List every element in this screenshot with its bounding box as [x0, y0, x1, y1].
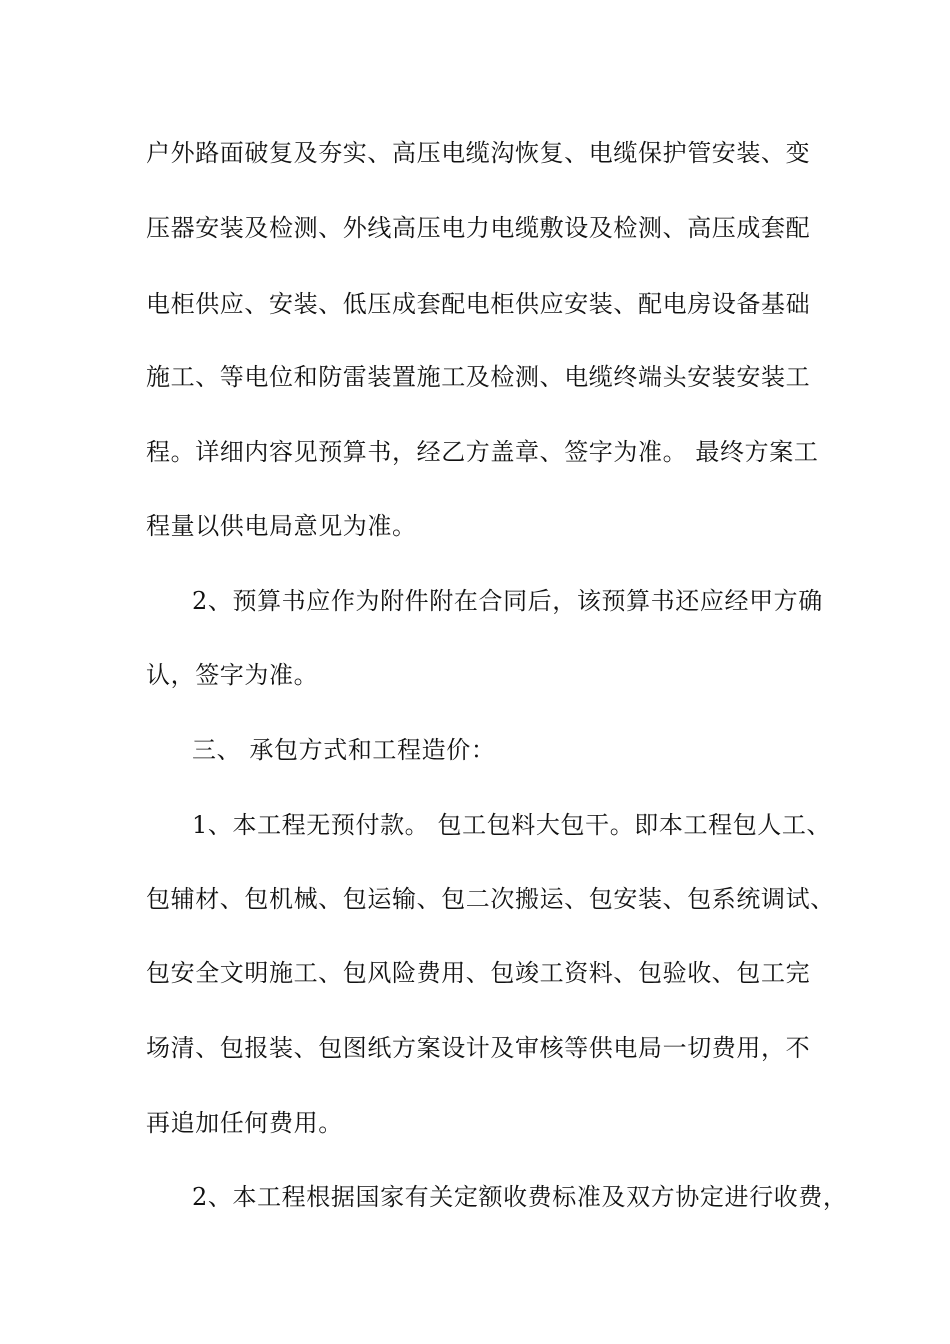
paragraph-line: 2、预算书应作为附件附在合同后，该预算书还应经甲方确 [192, 587, 823, 615]
paragraph-line: 2、本工程根据国家有关定额收费标准及双方协定进行收费， [192, 1183, 848, 1211]
paragraph-line: 场清、包报装、包图纸方案设计及审核等供电局一切费用，不 [146, 1034, 811, 1062]
paragraph-line: 包辅材、包机械、包运输、包二次搬运、包安装、包系统调试、 [146, 885, 835, 913]
paragraph-line: 施工、等电位和防雷装置施工及检测、电缆终端头安装安装工 [146, 363, 811, 391]
paragraph-line: 再追加任何费用。 [146, 1109, 343, 1137]
paragraph-line: 程。详细内容见预算书，经乙方盖章、签字为准。 最终方案工 [146, 438, 819, 466]
paragraph-line: 户外路面破复及夯实、高压电缆沟恢复、电缆保护管安装、变 [146, 139, 811, 167]
section-heading: 三、 承包方式和工程造价： [192, 736, 496, 764]
paragraph-line: 包安全文明施工、包风险费用、包竣工资料、包验收、包工完 [146, 959, 811, 987]
paragraph-line: 电柜供应、安装、低压成套配电柜供应安装、配电房设备基础 [146, 290, 811, 318]
paragraph-line: 认，签字为准。 [146, 661, 319, 689]
paragraph-line: 程量以供电局意见为准。 [146, 512, 417, 540]
paragraph-line: 压器安装及检测、外线高压电力电缆敷设及检测、高压成套配 [146, 214, 811, 242]
paragraph-line: 1、本工程无预付款。 包工包料大包干。即本工程包人工、 [192, 811, 832, 839]
